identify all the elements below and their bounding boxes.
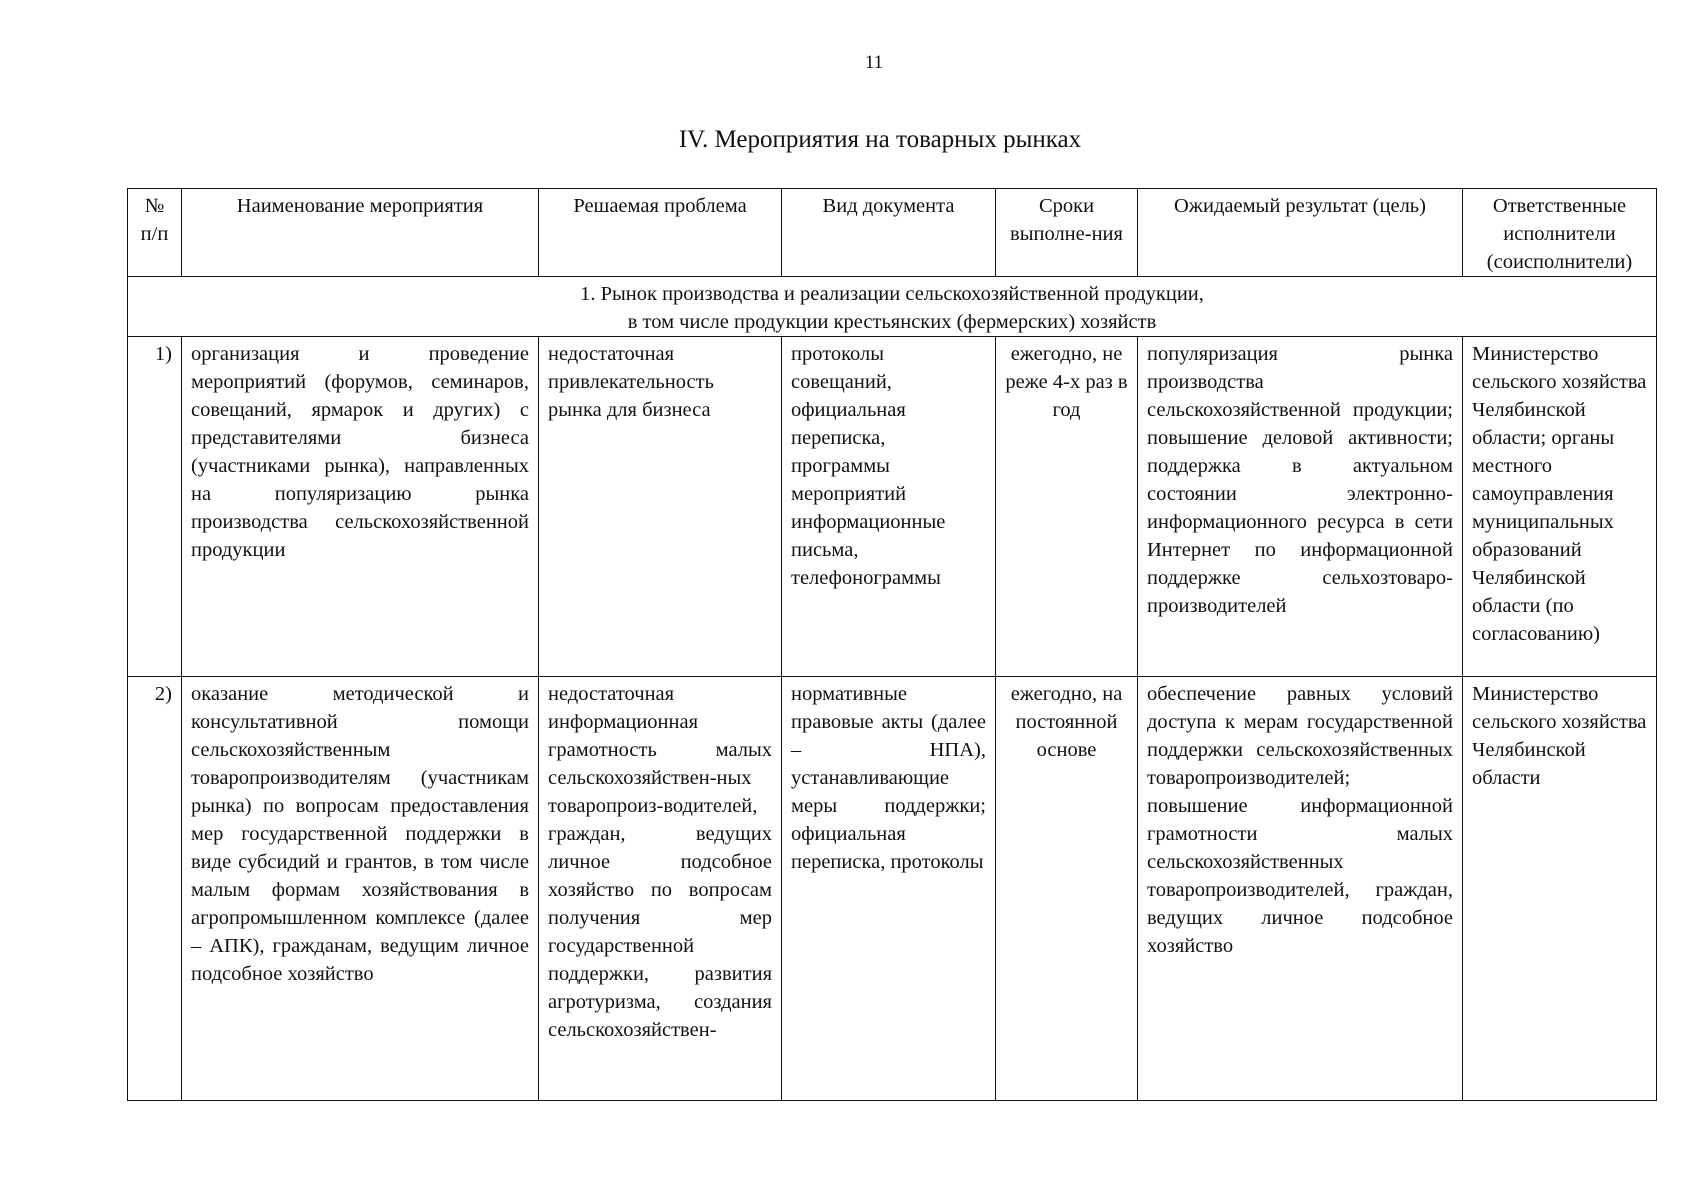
table-row <box>128 337 1657 677</box>
result-cell: обеспечение равных условий доступа к мерам государственной поддержки сельскохозяйственных товаропроизводителей; повышение информационной грамотности малых сельскохозяйственных товаропроизводителей, граждан, ведущих личное подсобное хозяйство <box>1138 677 1463 1101</box>
document-cell: протоколы совещаний, официальная переписка, программы мероприятий информационные письма, телефонограммы <box>782 337 996 677</box>
header-term: Сроки выполне-ния <box>996 189 1138 277</box>
problem-cell: недостаточная привлекательность рынка для бизнеса <box>539 337 782 677</box>
term-cell: ежегодно, на постоянной основе <box>996 677 1138 1101</box>
section-row <box>128 277 1657 337</box>
section-title: IV. Мероприятия на товарных рынках <box>678 126 1082 153</box>
table-row <box>128 677 1657 1101</box>
header-name: Наименование мероприятия <box>182 189 539 277</box>
measure-name: оказание методической и консультативной помощи сельскохозяйственным товаропроизводителям (участникам рынка) по вопросам предоставления мер государственной поддержки в виде субсидий и грантов, в том числе малым формам хозяйствования в агропромышленном комплексе (далее – АПК), гражданам, ведущим личное подсобное хозяйство <box>182 677 539 1101</box>
result-cell: популяризация рынка производства сельскохозяйственной продукции; повышение деловой активности; поддержка в актуальном состоянии электронно-информационного ресурса в сети Интернет по информационной поддержке сельхозтоваро-производителей <box>1138 337 1463 677</box>
executor-cell: Министерство сельского хозяйства Челябинской области; органы местного самоуправления муниципальных образований Челябинской области (по согласованию) <box>1463 337 1657 677</box>
measures-table <box>127 188 1657 1101</box>
measure-name: организация и проведение мероприятий (форумов, семинаров, совещаний, ярмарок и других) с представителями бизнеса (участниками рынка), направленных на популяризацию рынка производства сельскохозяйственной продукции <box>182 337 539 677</box>
document-cell: нормативные правовые акты (далее – НПА), устанавливающие меры поддержки; официальная переписка, протоколы <box>782 677 996 1101</box>
section-heading-line-1: 1. Рынок производства и реализации сельскохозяйственной продукции, <box>580 283 1204 305</box>
term-cell: ежегодно, не реже 4-х раз в год <box>996 337 1138 677</box>
page-number: 11 <box>864 52 884 73</box>
header-doc: Вид документа <box>782 189 996 277</box>
header-problem: Решаемая проблема <box>539 189 782 277</box>
table-header-row <box>128 189 1657 277</box>
row-number: 2) <box>128 677 182 1101</box>
header-exec: Ответственные исполнители (соисполнители) <box>1463 189 1657 277</box>
row-number: 1) <box>128 337 182 677</box>
section-heading-line-2: в том числе продукции крестьянских (фермерских) хозяйств <box>627 311 1157 333</box>
header-num: № п/п <box>128 189 182 277</box>
problem-cell: недостаточная информационная грамотность малых сельскохозяйствен-ных товаропроиз-водителей, граждан, ведущих личное подсобное хозяйство по вопросам получения мер государственной поддержки, развития агротуризма, создания сельскохозяйствен- <box>539 677 782 1101</box>
section-heading <box>128 277 1657 337</box>
header-result: Ожидаемый результат (цель) <box>1138 189 1463 277</box>
executor-cell: Министерство сельского хозяйства Челябинской области <box>1463 677 1657 1101</box>
